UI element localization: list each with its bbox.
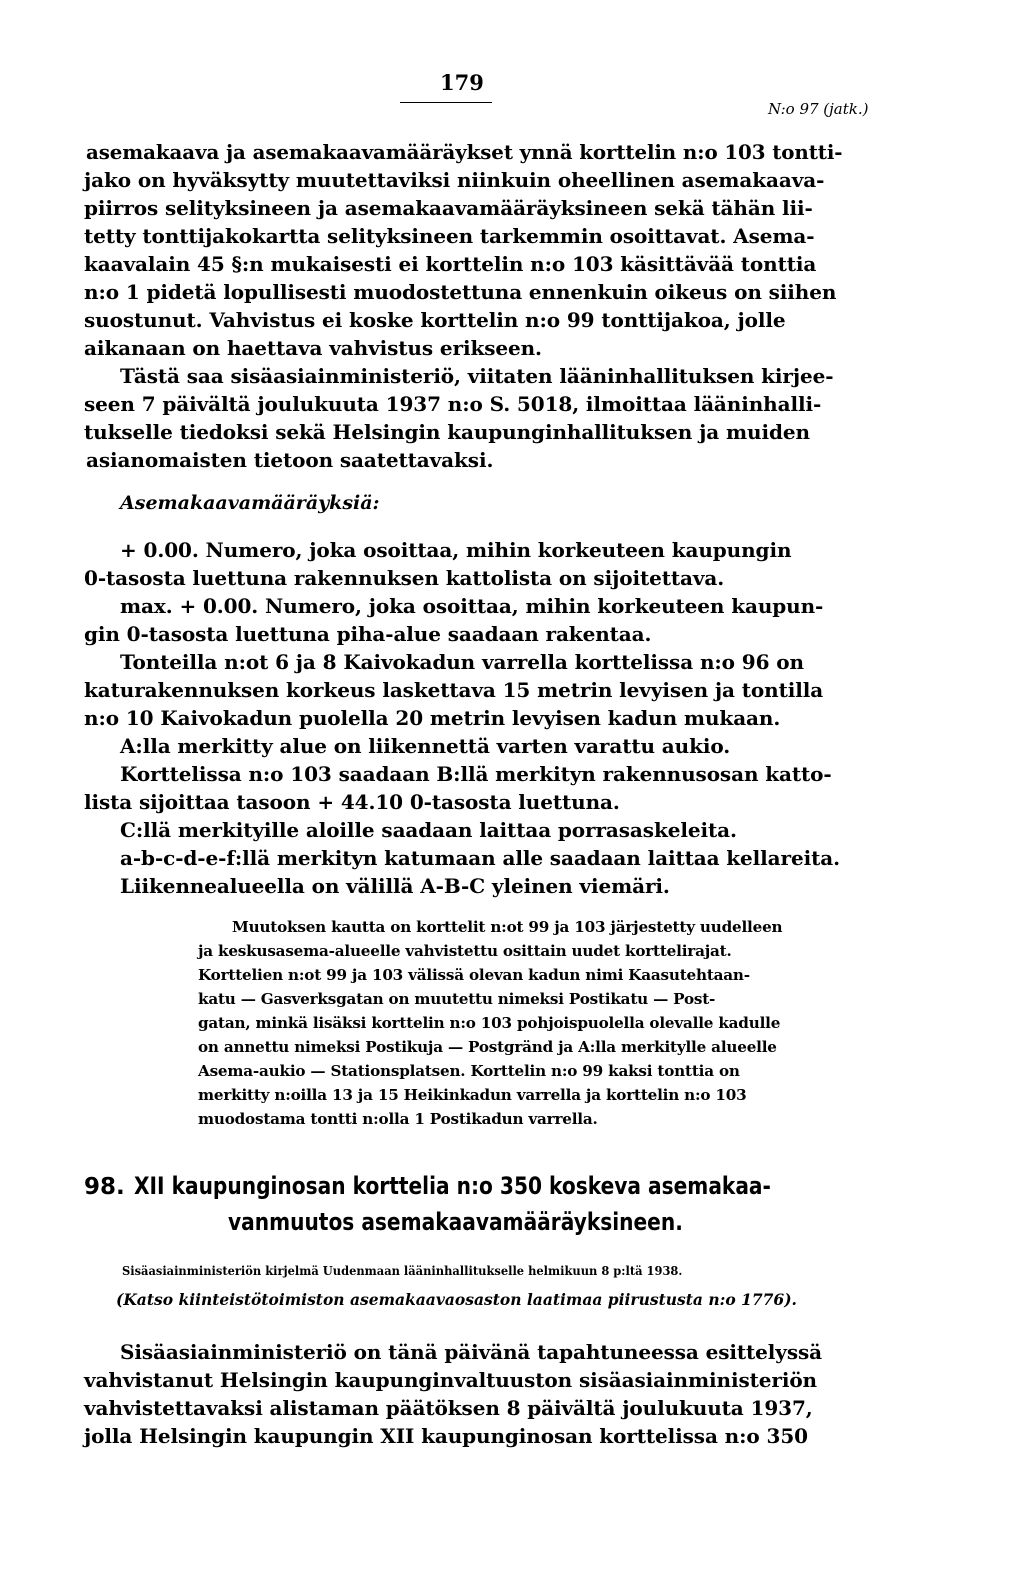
section-98-line: jolla Helsingin kaupungin XII kaupunginosan korttelissa n:o 350 [84,1424,808,1448]
note-line: muodostama tontti n:olla 1 Postikadun varrella. [198,1110,598,1128]
section-98-line: Sisäasiainministeriö on tänä päivänä tapahtuneessa esittelyssä [120,1340,822,1364]
paragraph-2-line: tukselle tiedoksi sekä Helsingin kaupunginhallituksen ja muiden [84,420,810,444]
note-line: merkitty n:oilla 13 ja 15 Heikinkadun varrella ja korttelin n:o 103 [198,1086,747,1104]
note-line: on annettu nimeksi Postikuja — Postgränd ja A:lla merkitylle alueelle [198,1038,777,1056]
regulation-line: Liikennealueella on välillä A-B-C yleinen viemäri. [120,874,670,898]
regulations-heading: Asemakaavamääräyksiä: [120,492,380,514]
paragraph-2-line: seen 7 päivältä joulukuuta 1937 n:o S. 5018, ilmoittaa lääninhalli- [84,392,822,416]
section-title-line-1: XII kaupunginosan korttelia n:o 350 koskeva asemakaa- [134,1172,771,1200]
section-number: 98. [84,1174,125,1200]
paragraph-1-line: tetty tonttijakokartta selityksineen tarkemmin osoittavat. Asema- [84,224,815,248]
note-line: Korttelien n:ot 99 ja 103 välissä olevan kadun nimi Kaasutehtaan- [198,966,750,984]
header-rule [400,102,492,103]
paragraph-1-line: piirros selityksineen ja asemakaavamääräyksineen sekä tähän lii- [84,196,813,220]
regulation-line: Korttelissa n:o 103 saadaan B:llä merkityn rakennusosan katto- [120,762,832,786]
regulation-line: 0-tasosta luettuna rakennuksen kattolista on sijoitettava. [84,566,725,590]
section-title-line-2: vanmuutos asemakaavamääräyksineen. [228,1208,683,1236]
paragraph-2-line: asianomaisten tietoon saatettavaksi. [86,448,494,472]
paragraph-1-line: kaavalain 45 §:n mukaisesti ei korttelin n:o 103 käsittävää tonttia [84,252,817,276]
paragraph-2-line: Tästä saa sisäasiainministeriö, viitaten lääninhallituksen kirjee- [120,364,834,388]
regulation-line: n:o 10 Kaivokadun puolella 20 metrin levyisen kadun mukaan. [84,706,781,730]
paragraph-1-line: n:o 1 pidetä lopullisesti muodostettuna ennenkuin oikeus on siihen [84,280,837,304]
regulation-line: max. + 0.00. Numero, joka osoittaa, mihin korkeuteen kaupun- [120,594,824,618]
running-head: N:o 97 (jatk.) [768,100,869,118]
section-reference: (Katso kiinteistötoimiston asemakaavaosaston laatimaa piirustusta n:o 1776). [116,1290,797,1309]
regulation-line: a-b-c-d-e-f:llä merkityn katumaan alle saadaan laittaa kellareita. [120,846,840,870]
section-98-line: vahvistanut Helsingin kaupunginvaltuuston sisäasiainministeriön [84,1368,817,1392]
regulation-line: C:llä merkityille aloille saadaan laittaa porrasaskeleita. [120,818,737,842]
note-line: gatan, minkä lisäksi korttelin n:o 103 pohjoispuolella olevalle kadulle [198,1014,781,1032]
paragraph-1-line: suostunut. Vahvistus ei koske korttelin n:o 99 tonttijakoa, jolle [84,308,786,332]
regulation-line: Tonteilla n:ot 6 ja 8 Kaivokadun varrella korttelissa n:o 96 on [120,650,804,674]
note-line: Muutoksen kautta on korttelit n:ot 99 ja 103 järjestetty uudelleen [232,918,783,936]
section-98-line: vahvistettavaksi alistaman päätöksen 8 päivältä joulukuuta 1937, [84,1396,813,1420]
regulation-line: lista sijoittaa tasoon + 44.10 0-tasosta luettuna. [84,790,620,814]
regulation-line: gin 0-tasosta luettuna piha-alue saadaan rakentaa. [84,622,652,646]
regulation-line: A:lla merkitty alue on liikennettä varten varattu aukio. [120,734,731,758]
regulation-line: + 0.00. Numero, joka osoittaa, mihin korkeuteen kaupungin [120,538,792,562]
section-source: Sisäasiainministeriön kirjelmä Uudenmaan lääninhallitukselle helmikuun 8 p:ltä 1938. [122,1264,683,1278]
paragraph-1-line: asemakaava ja asemakaavamääräykset ynnä korttelin n:o 103 tontti- [86,140,843,164]
paragraph-1-line: aikanaan on haettava vahvistus erikseen. [84,336,542,360]
paragraph-1-line: jako on hyväksytty muutettaviksi niinkuin oheellinen asemakaava- [84,168,825,192]
note-line: ja keskusasema-alueelle vahvistettu osittain uudet korttelirajat. [198,942,732,960]
note-line: Asema-aukio — Stationsplatsen. Korttelin n:o 99 kaksi tonttia on [198,1062,740,1080]
page-number: 179 [440,70,484,95]
regulation-line: katurakennuksen korkeus laskettava 15 metrin levyisen ja tontilla [84,678,824,702]
note-line: katu — Gasverksgatan on muutettu nimeksi Postikatu — Post- [198,990,716,1008]
